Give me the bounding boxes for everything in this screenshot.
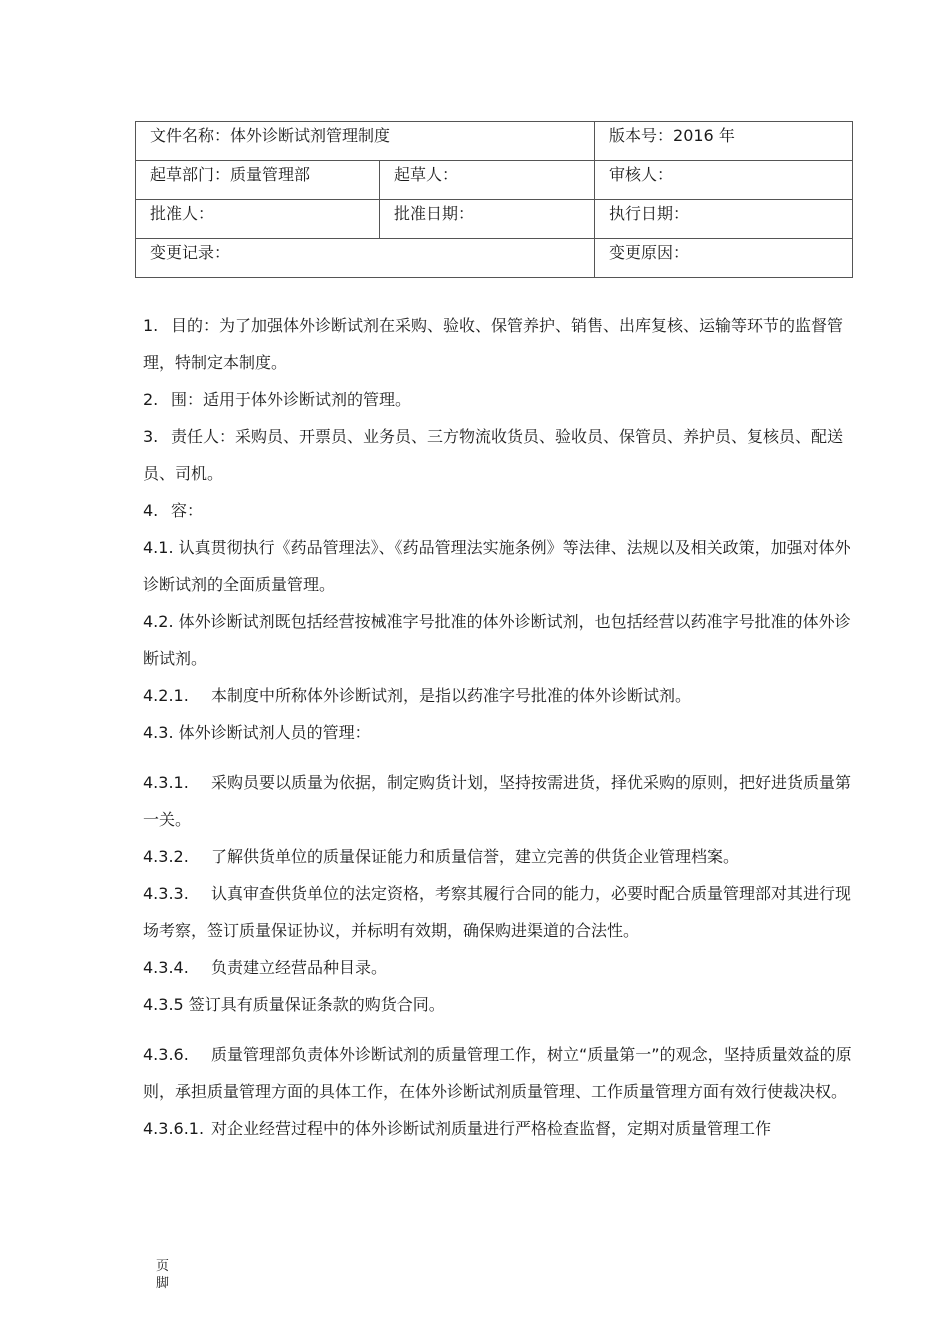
paragraph-content: 4. 容： bbox=[143, 501, 204, 520]
footer-label: 页脚 bbox=[156, 1259, 170, 1291]
paragraph-4-3-1: 4.3.1. 采购员要以质量为依据，制定购货计划，坚持按需进货，择优采购的原则，把好进货质量第一关。 bbox=[143, 773, 852, 829]
approver-cell: 批准人： bbox=[136, 200, 380, 239]
paragraph-4-3-6-1: 4.3.6.1. 对企业经营过程中的体外诊断试剂质量进行严格检查监督，定期对质量管理工作 bbox=[143, 1119, 772, 1138]
paragraph-scope: 2. 围：适用于体外诊断试剂的管理。 bbox=[143, 390, 412, 409]
change-reason-cell: 变更原因： bbox=[595, 239, 853, 278]
approve-date-cell: 批准日期： bbox=[380, 200, 595, 239]
document-body bbox=[143, 307, 855, 1147]
paragraph-purpose: 1. 目的：为了加强体外诊断试剂在采购、验收、保管养护、销售、出库复核、运输等环节的监督管理，特制定本制度。 bbox=[143, 316, 844, 372]
paragraph-4-3: 4.3. 体外诊断试剂人员的管理： bbox=[143, 723, 371, 742]
paragraph-4-3-4: 4.3.4. 负责建立经营品种目录。 bbox=[143, 958, 388, 977]
paragraph-4-3-6: 4.3.6. 质量管理部负责体外诊断试剂的质量管理工作，树立“质量第一”的观念，坚持质量效益的原则，承担质量管理方面的具体工作，在体外诊断试剂质量管理、工作质量管理方面有效行使裁决权。 bbox=[143, 1045, 852, 1101]
paragraph-4-1: 4.1. 认真贯彻执行《药品管理法》、《药品管理法实施条例》等法律、法规以及相关政策，加强对体外诊断试剂的全面质量管理。 bbox=[143, 538, 851, 594]
paragraph-4-3-5: 4.3.5 签订具有质量保证条款的购货合同。 bbox=[143, 995, 445, 1014]
paragraph-4-3-3: 4.3.3. 认真审查供货单位的法定资格，考察其履行合同的能力，必要时配合质量管理部对其进行现场考察，签订质量保证协议，并标明有效期，确保购进渠道的合法性。 bbox=[143, 884, 852, 940]
document-info-table bbox=[135, 121, 853, 278]
draft-dept-cell: 起草部门：质量管理部 bbox=[136, 161, 380, 200]
drafter-cell: 起草人： bbox=[380, 161, 595, 200]
file-name-cell: 文件名称：体外诊断试剂管理制度 bbox=[136, 122, 595, 161]
paragraph-4-2-1: 4.2.1. 本制度中所称体外诊断试剂，是指以药准字号批准的体外诊断试剂。 bbox=[143, 686, 692, 705]
version-cell: 版本号：2016 年 bbox=[595, 122, 853, 161]
change-record-cell: 变更记录： bbox=[136, 239, 595, 278]
paragraph-responsible: 3. 责任人：采购员、开票员、业务员、三方物流收货员、验收员、保管员、养护员、复核员、配送员、司机。 bbox=[143, 427, 844, 483]
exec-date-cell: 执行日期： bbox=[595, 200, 853, 239]
paragraph-4-3-2: 4.3.2. 了解供货单位的质量保证能力和质量信誉，建立完善的供货企业管理档案。 bbox=[143, 847, 740, 866]
reviewer-cell: 审核人： bbox=[595, 161, 853, 200]
paragraph-4-2: 4.2. 体外诊断试剂既包括经营按械准字号批准的体外诊断试剂，也包括经营以药准字号批准的体外诊断试剂。 bbox=[143, 612, 851, 668]
